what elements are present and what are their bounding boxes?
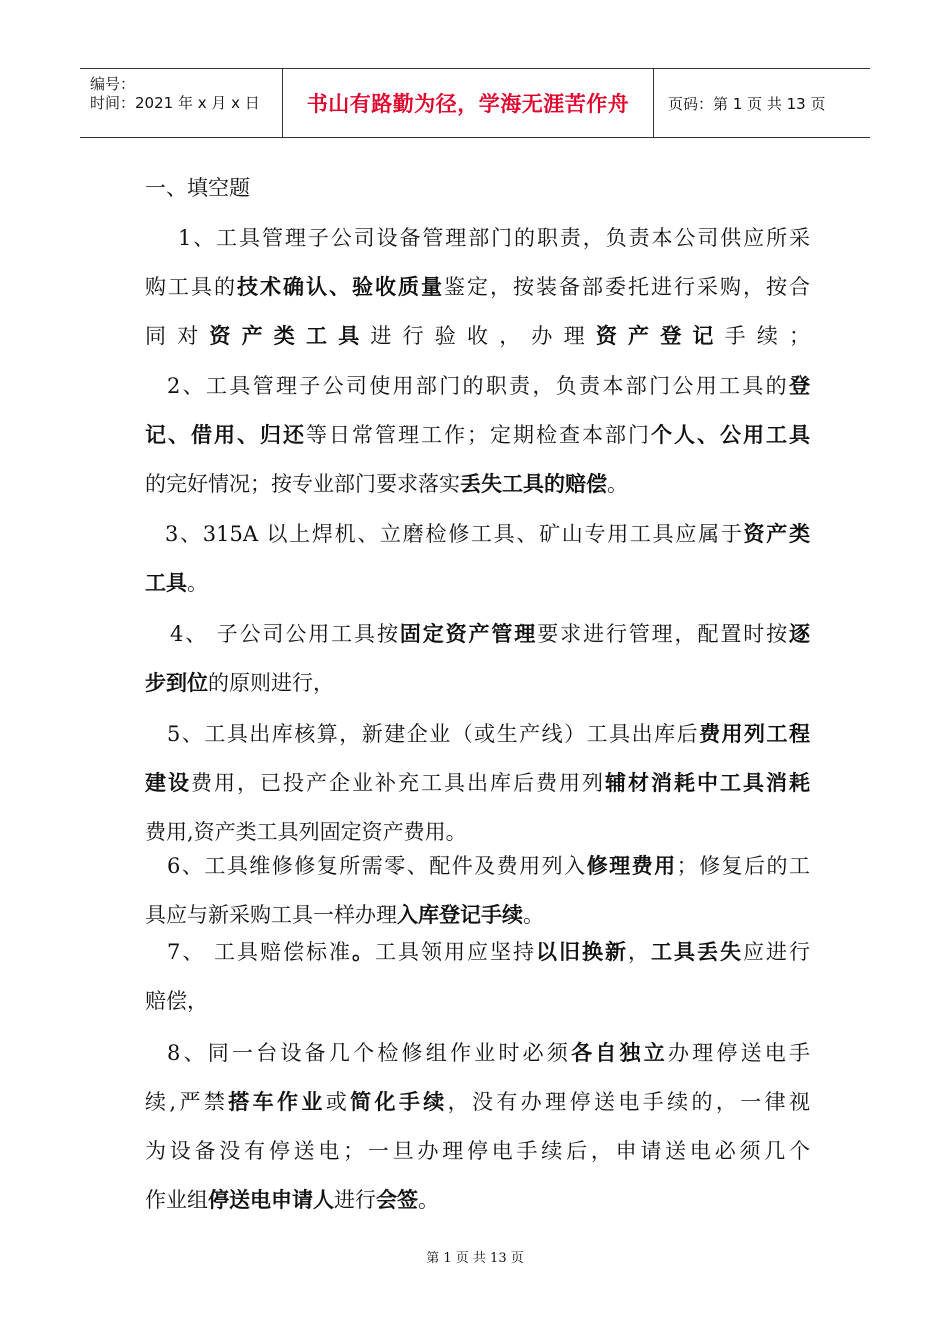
text-line [145, 320, 810, 350]
text-segment: 具应与新采购工具一样办理 [145, 903, 397, 927]
text-segment: 进行验收，办理 [370, 324, 596, 348]
text-segment: 要求进行管理，配置时按 [537, 622, 790, 646]
text-segment: 办理停送电手 [667, 1041, 811, 1065]
text-segment: 手续； [724, 324, 811, 348]
text-segment: 工具领用应坚持 [375, 940, 537, 964]
text-segment: 进行 [334, 1188, 376, 1212]
header-motto: 书山有路勤为径，学海无涯苦作舟 [283, 69, 654, 137]
text-segment: 为设备没有停送电；一旦办理停电手续后，申请送电必须几个 [145, 1139, 810, 1163]
answer-text: 登 [789, 373, 810, 398]
answer-text: 。 [352, 939, 376, 964]
text-line [170, 618, 810, 648]
text-line [167, 370, 810, 400]
answer-text: 简化手续 [350, 1089, 448, 1114]
text-segment: 。 [187, 571, 208, 595]
page-header [80, 68, 870, 138]
answer-text: 资产登记 [595, 323, 725, 348]
text-segment: 6、工具维修修复所需零、配件及费用列入 [167, 854, 587, 878]
text-segment: 5、工具出库核算，新建企业（或生产线）工具出库后 [167, 722, 700, 746]
text-segment: 。 [523, 903, 544, 927]
answer-text: 入库登记手续 [397, 902, 523, 927]
text-line [178, 222, 810, 252]
answer-text: 停送电申请人 [208, 1187, 334, 1212]
text-segment: 同对 [145, 324, 210, 348]
text-line [167, 850, 810, 880]
text-segment: ， [628, 940, 652, 964]
text-line [145, 985, 208, 1015]
text-line [167, 718, 810, 748]
text-segment: 续,严禁 [145, 1090, 229, 1114]
text-line [165, 518, 810, 548]
time-label: 时间：2021 年 x 月 x 日 [90, 94, 260, 112]
answer-text: 记、借用、归还 [145, 422, 306, 447]
text-line [145, 816, 467, 846]
text-segment: 3、315A 以上焊机、立磨检修工具、矿山专用工具应属于 [165, 522, 744, 546]
text-segment: 。 [607, 472, 628, 496]
answer-text: 修理费用 [586, 853, 677, 878]
text-segment: 8、同一台设备几个检修组作业时必须 [167, 1041, 572, 1065]
text-segment: 1、工具管理子公司设备管理部门的职责，负责本公司供应所采 [178, 226, 810, 250]
answer-text: 会签 [376, 1187, 418, 1212]
answer-text: 工具 [145, 570, 187, 595]
answer-text: 搭车作业 [228, 1089, 326, 1114]
text-segment: 的完好情况；按专业部门要求落实 [145, 472, 460, 496]
text-segment: 或 [325, 1090, 351, 1114]
section-title: 一、填空题 [145, 176, 250, 200]
text-line [145, 567, 208, 597]
text-line [145, 468, 628, 498]
answer-text: 步到位 [145, 670, 208, 695]
header-meta-cell [80, 69, 283, 137]
text-segment: ，没有办理停送电手续的，一律视 [447, 1090, 811, 1114]
answer-text: 建设 [145, 770, 191, 795]
text-line [145, 1135, 810, 1165]
answer-text: 逐 [789, 621, 811, 646]
text-segment: 等日常管理工作；定期检查本部门 [306, 423, 651, 447]
answer-text: 辅材消耗中工具消耗 [605, 770, 810, 795]
text-segment: 。 [418, 1188, 439, 1212]
answer-text: 资产类工具 [209, 323, 371, 348]
answer-text: 费用列工程 [699, 721, 811, 746]
answer-text: 固定资产管理 [399, 621, 538, 646]
page-footer: 第 1 页 共 13 页 [426, 1251, 524, 1266]
text-segment: 的原则进行， [208, 671, 334, 695]
text-line [167, 1037, 810, 1067]
answer-text: 丢失工具的赔偿 [460, 471, 607, 496]
text-line [145, 271, 810, 301]
text-segment: 赔偿， [145, 989, 208, 1013]
text-segment: 鉴定，按装备部委托进行采购，按合 [444, 275, 810, 299]
text-segment: 作业组 [145, 1188, 208, 1212]
text-line [145, 419, 810, 449]
text-segment: 应进行 [743, 940, 811, 964]
text-segment: 2、工具管理子公司使用部门的职责，负责本部门公用工具的 [167, 374, 789, 398]
text-segment: 购工具的 [145, 275, 237, 299]
text-line [145, 899, 544, 929]
answer-text: 工具丢失 [651, 939, 744, 964]
answer-text: 技术确认、验收质量 [237, 274, 444, 299]
text-line [167, 936, 810, 966]
text-line [145, 767, 810, 797]
header-page-info [664, 69, 870, 137]
answer-text: 资产类 [743, 521, 810, 546]
text-segment: 4、 子公司公用工具按 [170, 622, 400, 646]
text-segment: 费用，已投产企业补充工具出库后费用列 [191, 771, 605, 795]
text-line [145, 1184, 439, 1214]
answer-text: 个人、公用工具 [651, 422, 810, 447]
text-segment: ；修复后的工 [676, 854, 811, 878]
answer-text: 各自独立 [571, 1040, 668, 1065]
page-info-text: 页码：第 1 页 共 13 页 [668, 94, 826, 113]
number-label: 编号： [90, 75, 136, 93]
text-line [145, 1086, 810, 1116]
answer-text: 以旧换新 [536, 939, 629, 964]
text-line [145, 667, 334, 697]
text-segment: 7、 工具赔偿标准 [167, 940, 353, 964]
text-segment: 费用,资产类工具列固定资产费用。 [145, 820, 467, 844]
